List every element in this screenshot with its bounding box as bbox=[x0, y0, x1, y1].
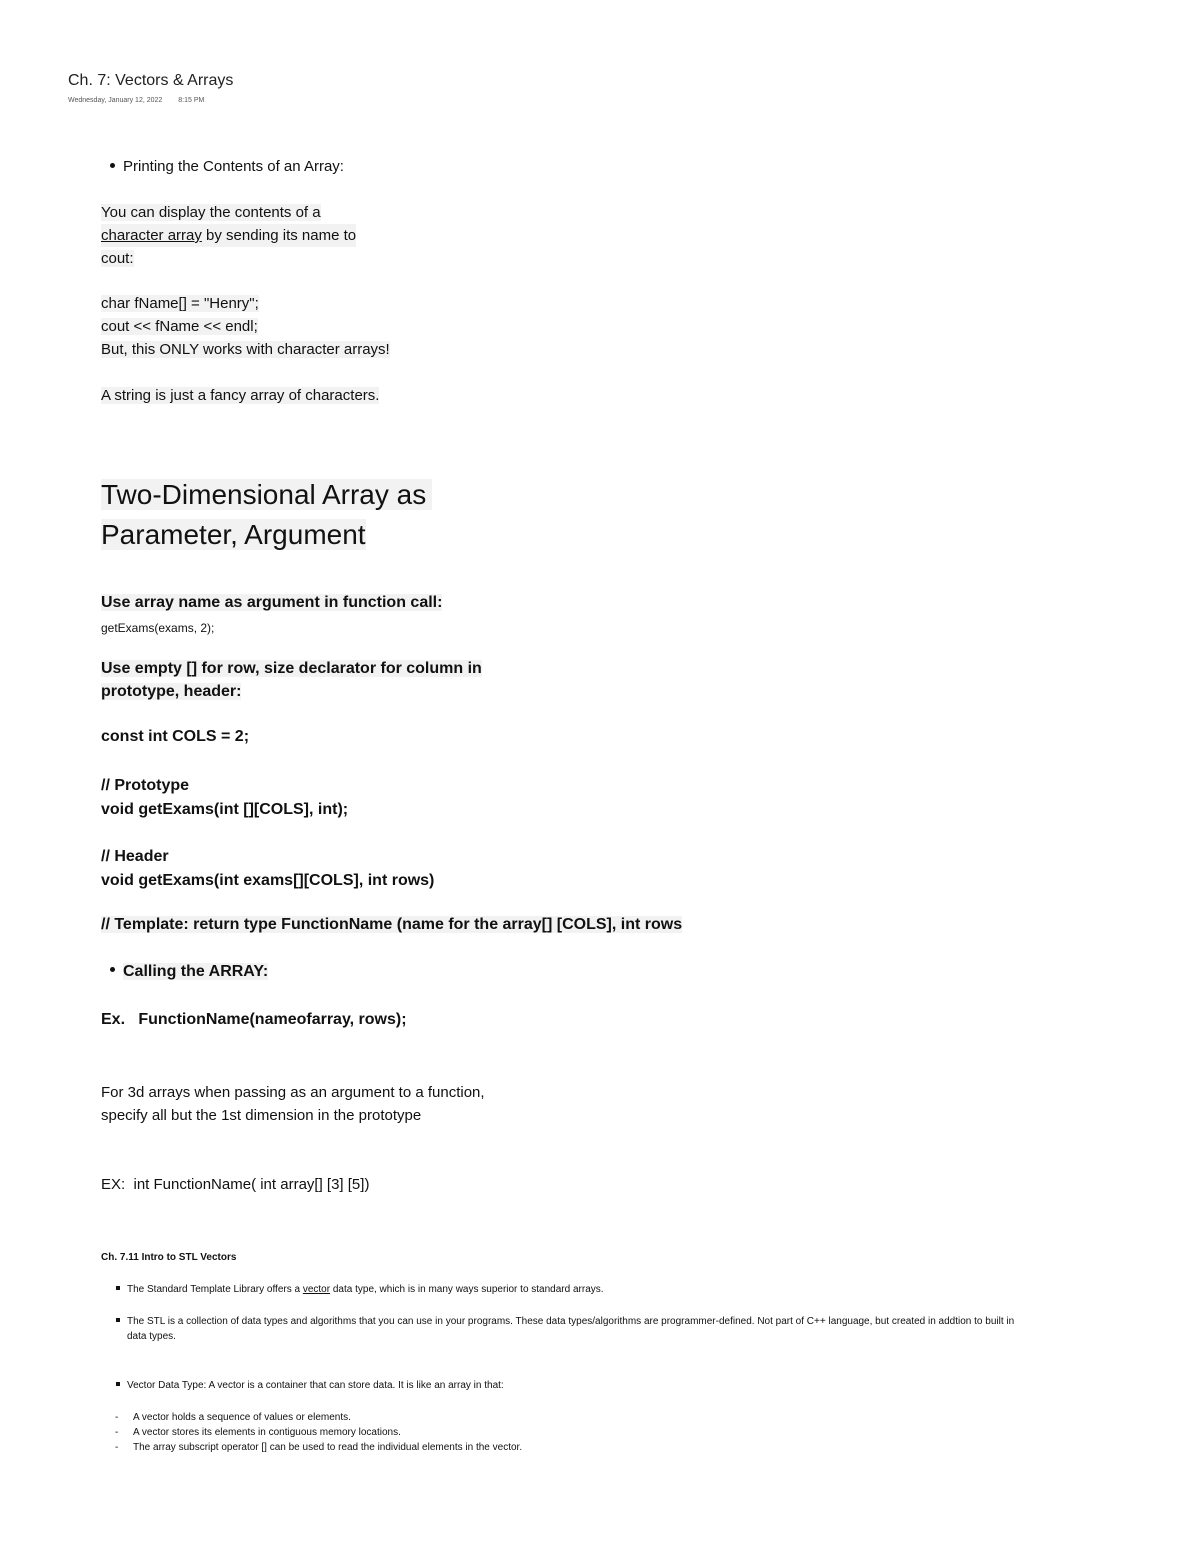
stl-bullet-2 bbox=[116, 1314, 1014, 1344]
b1-post: data type, which is in many ways superior to standard arrays. bbox=[330, 1284, 604, 1295]
square-bullet-icon bbox=[116, 1286, 120, 1290]
para-line-3: cout: bbox=[101, 250, 134, 267]
b1-pre: The Standard Template Library offers a bbox=[127, 1284, 303, 1295]
code-line-1: char fName[] = "Henry"; bbox=[101, 295, 259, 312]
code-line-2: cout << fName << endl; bbox=[101, 318, 258, 335]
use-name-label bbox=[101, 594, 442, 612]
dash-item-2: - A vector stores its elements in contiguous memory locations. bbox=[115, 1427, 401, 1438]
string-note bbox=[101, 384, 379, 407]
dash-text-2: A vector stores its elements in contiguous memory locations. bbox=[133, 1427, 401, 1438]
bullet-printing bbox=[110, 155, 344, 178]
template-text: // Template: return type FunctionName (name for the array[] [COLS], int rows bbox=[101, 916, 683, 933]
page-title: Ch. 7: Vectors & Arrays bbox=[68, 72, 234, 89]
prototype-code: void getExams(int [][COLS], int); bbox=[101, 801, 349, 818]
stl-bullet-3 bbox=[116, 1378, 504, 1393]
code-block-1 bbox=[101, 292, 390, 361]
section-heading-2d bbox=[101, 475, 432, 555]
ex-line: Ex. FunctionName(nameofarray, rows); bbox=[101, 1011, 407, 1028]
stl-heading: Ch. 7.11 Intro to STL Vectors bbox=[101, 1252, 237, 1263]
header-comment: // Header bbox=[101, 848, 169, 865]
dash-list bbox=[115, 1410, 522, 1455]
bullet-dot-icon bbox=[110, 163, 115, 168]
square-bullet-icon bbox=[116, 1382, 120, 1386]
bullet-label: Printing the Contents of an Array: bbox=[123, 158, 344, 175]
bullet-dot-icon bbox=[110, 967, 115, 972]
para-line-2-rest: by sending its name to bbox=[201, 227, 357, 244]
b2-line-1: The STL is a collection of data types and algorithms that you can use in your programs. These data types/algorithms are programmer-defined. Not part of C++ language, but created in addtion to built in bbox=[127, 1316, 1015, 1327]
b1-underlined: vector bbox=[302, 1284, 331, 1295]
para-line-1: You can display the contents of a bbox=[101, 204, 321, 221]
use-empty-line-1: Use empty [] for row, size declarator for column in bbox=[101, 660, 482, 677]
dash-item-3: - The array subscript operator [] can be used to read the individual elements in the vector. bbox=[115, 1442, 523, 1453]
dash-text-1: A vector holds a sequence of values or elements. bbox=[133, 1412, 351, 1423]
threed-line-2: specify all but the 1st dimension in the prototype bbox=[101, 1107, 422, 1124]
calling-label: Calling the ARRAY: bbox=[123, 963, 269, 980]
const-line: const int COLS = 2; bbox=[101, 728, 250, 745]
bullet-calling bbox=[110, 963, 268, 981]
stl-bullet-1 bbox=[116, 1282, 604, 1297]
template-line bbox=[101, 916, 682, 934]
note-line: But, this ONLY works with character arrays! bbox=[101, 341, 390, 358]
page-date bbox=[68, 97, 218, 104]
threed-paragraph bbox=[101, 1081, 485, 1127]
dash-text-3: The array subscript operator [] can be used to read the individual elements in the vector. bbox=[133, 1442, 523, 1453]
dash-item-1: - A vector holds a sequence of values or elements. bbox=[115, 1412, 351, 1423]
time-text: 8:15 PM bbox=[178, 97, 205, 104]
paragraph-display bbox=[101, 201, 356, 270]
underlined-term: character array bbox=[101, 227, 202, 244]
prototype-block bbox=[101, 774, 348, 822]
header-block bbox=[101, 845, 434, 893]
use-empty-label bbox=[101, 657, 482, 703]
square-bullet-icon bbox=[116, 1318, 120, 1322]
heading-line-2: Parameter, Argument bbox=[101, 519, 366, 550]
para-line-2 bbox=[101, 224, 356, 247]
heading-line-1: Two-Dimensional Array as bbox=[101, 479, 432, 510]
b2-line-2: data types. bbox=[127, 1331, 176, 1342]
b3-text: Vector Data Type: A vector is a container that can store data. It is like an array in that: bbox=[127, 1380, 504, 1391]
use-empty-line-2: prototype, header: bbox=[101, 683, 242, 700]
example-call: getExams(exams, 2); bbox=[101, 621, 215, 635]
date-text: Wednesday, January 12, 2022 bbox=[68, 97, 163, 104]
prototype-comment: // Prototype bbox=[101, 777, 190, 794]
ex2-line: EX: int FunctionName( int array[] [3] [5]) bbox=[101, 1176, 370, 1193]
header-code: void getExams(int exams[][COLS], int rows) bbox=[101, 872, 435, 889]
threed-line-1: For 3d arrays when passing as an argument to a function, bbox=[101, 1084, 485, 1101]
use-name-text: Use array name as argument in function call: bbox=[101, 594, 443, 611]
string-note-text: A string is just a fancy array of characters. bbox=[101, 387, 380, 404]
